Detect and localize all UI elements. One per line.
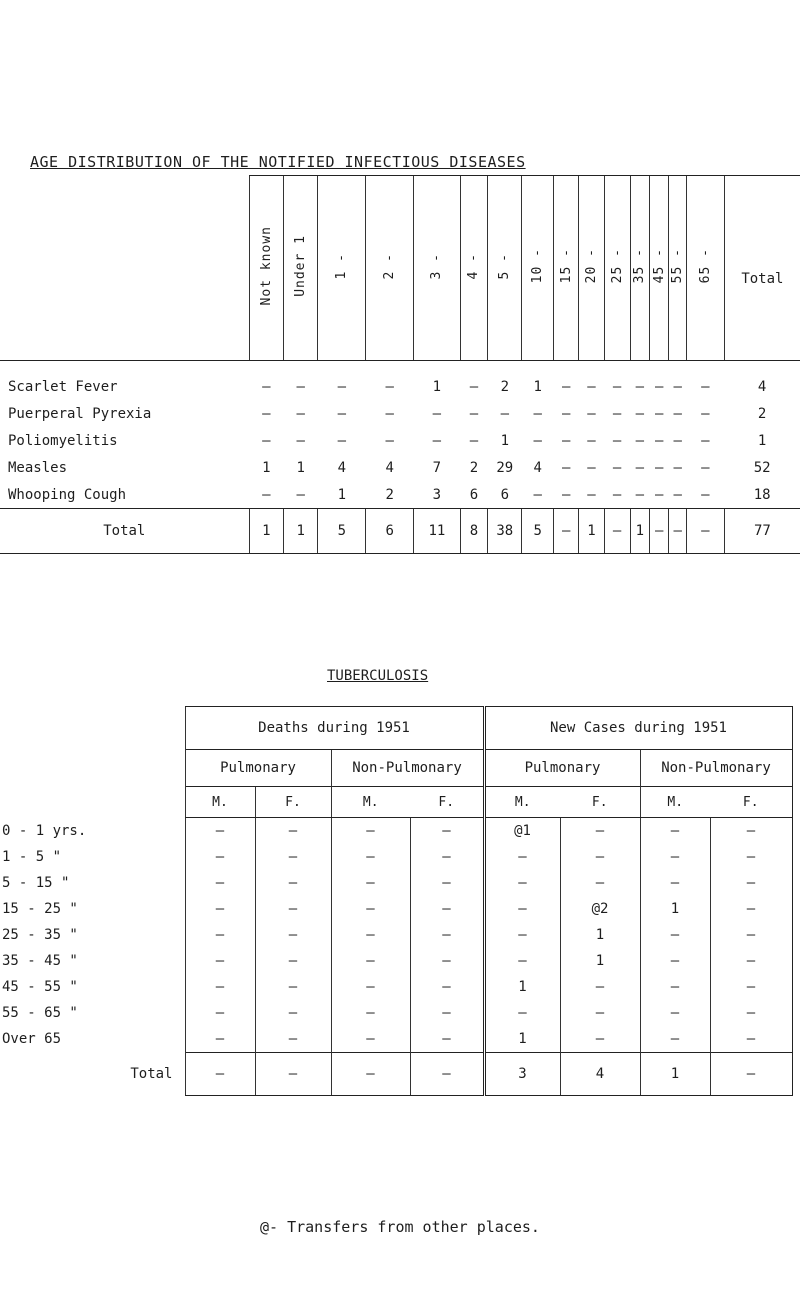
disease-label: Poliomyelitis	[8, 432, 118, 449]
age-header: Not known	[249, 176, 283, 361]
age-header: 35 -	[630, 176, 649, 361]
total-label: Total	[0, 509, 249, 554]
age-header: Under 1	[284, 176, 318, 361]
table-row: 15 - 25 " — — — — — @2 1 —	[0, 896, 792, 922]
table-row: 5 - 15 " — — — — — — — —	[0, 870, 792, 896]
age-header: 25 -	[604, 176, 630, 361]
table-row: Poliomyelitis — — — — — — 1 — — — — — — — — 1	[0, 427, 800, 454]
age-label: 55 - 65 "	[2, 1005, 78, 1021]
age-header: 4 -	[460, 176, 488, 361]
table-row: Puerperal Pyrexia — — — — — — — — — — — — — — — 2	[0, 400, 800, 427]
age-header: 1 -	[318, 176, 366, 361]
table-row: 25 - 35 " — — — — — 1 — —	[0, 922, 792, 948]
total-row: Total 1 1 5 6 11 8 38 5 — 1 — 1 — — — 77	[0, 509, 800, 554]
age-label: 0 - 1 yrs.	[2, 822, 87, 839]
age-header: 20 -	[579, 176, 604, 361]
disease-label: Puerperal Pyrexia	[8, 405, 152, 422]
table-row: 45 - 55 " — — — — 1 — — —	[0, 974, 792, 1000]
age-header: 65 -	[687, 176, 725, 361]
table-row: 1 - 5 " — — — — — — — —	[0, 844, 792, 870]
total-header: Total	[724, 176, 800, 361]
total-row: Total — — — — 3 4 1 —	[0, 1053, 792, 1096]
grand-total: 77	[724, 509, 800, 554]
age-header: 10 -	[522, 176, 554, 361]
age-label: Over 65	[2, 1031, 62, 1048]
header-row: M. F. M. F. M. F. M. F.	[0, 787, 792, 818]
footnote: @- Transfers from other places.	[260, 1218, 540, 1236]
age-label: 35 - 45 "	[2, 953, 78, 969]
age-header: 3 -	[414, 176, 460, 361]
age-label: 45 - 55 "	[2, 979, 78, 995]
table-row: Over 65 — — — — 1 — — —	[0, 1026, 792, 1053]
row-total: 52	[753, 459, 771, 476]
table-row: 55 - 65 " — — — — — — — —	[0, 1000, 792, 1026]
disease-label: Scarlet Fever	[8, 378, 118, 395]
table-row: 35 - 45 " — — — — — 1 — —	[0, 948, 792, 974]
row-total: 1	[757, 432, 767, 449]
table-row: Scarlet Fever — — — — 1 — 2 1 — — — — — — — 4	[0, 361, 800, 401]
age-header: 2 -	[366, 176, 414, 361]
infectious-diseases-table	[0, 175, 800, 554]
age-header-row	[0, 176, 800, 361]
age-label: 25 - 35 "	[2, 927, 78, 943]
new-cases-header: New Cases during 1951	[484, 707, 792, 750]
age-label: 1 - 5 "	[2, 849, 62, 865]
row-total: 18	[753, 486, 771, 503]
row-total: 2	[757, 405, 767, 422]
tuberculosis-table	[0, 706, 793, 1096]
disease-label: Measles	[8, 459, 68, 476]
age-header: 5 -	[488, 176, 522, 361]
disease-label: Whooping Cough	[8, 486, 127, 503]
row-total: 4	[757, 378, 767, 395]
age-label: 15 - 25 "	[2, 901, 78, 917]
section-title: TUBERCULOSIS	[327, 668, 429, 684]
header-row: Pulmonary Non-Pulmonary Pulmonary Non-Pulmonary	[0, 750, 792, 787]
table-row: Measles 1 1 4 4 7 2 29 4 — — — — — — — 52	[0, 454, 800, 481]
deaths-header: Deaths during 1951	[185, 707, 484, 750]
header-row	[0, 707, 792, 750]
age-header: 45 -	[649, 176, 668, 361]
page-title: AGE DISTRIBUTION OF THE NOTIFIED INFECTIOUS DISEASES	[30, 153, 526, 171]
table-row: Whooping Cough — — 1 2 3 6 6 — — — — — — — — 18	[0, 481, 800, 509]
total-label: Total	[130, 1066, 173, 1082]
age-header: 55 -	[669, 176, 687, 361]
table-row: 0 - 1 yrs. — — — — @1 — — —	[0, 818, 792, 845]
age-label: 5 - 15 "	[2, 875, 70, 891]
age-header: 15 -	[554, 176, 579, 361]
